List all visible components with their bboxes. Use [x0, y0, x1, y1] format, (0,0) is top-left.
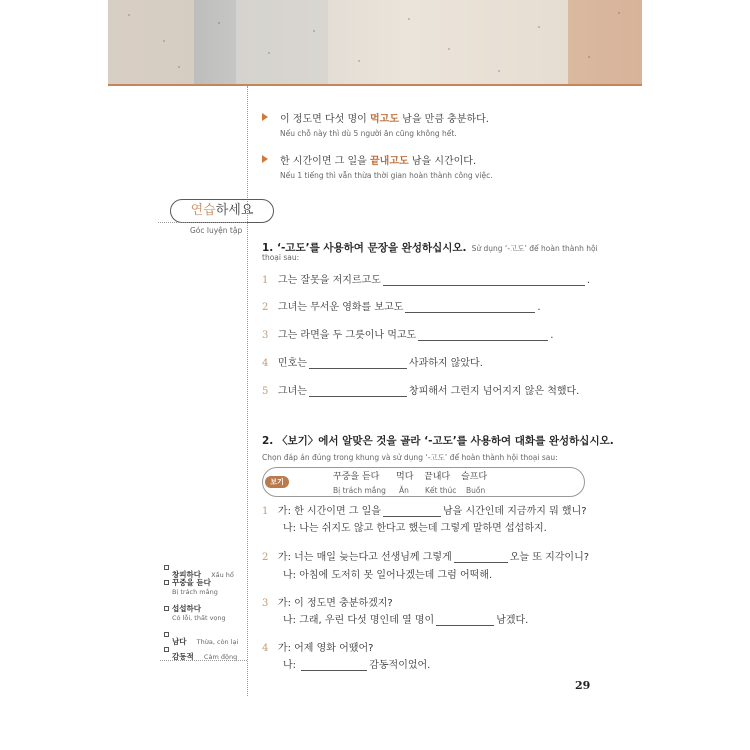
answer-blank [454, 553, 508, 563]
bogi-translation-2: Ăn [399, 486, 409, 495]
question-1-instruction-cont: thoại sau: [262, 253, 300, 262]
checkbox-icon [164, 632, 169, 637]
question-2-instruction: Chọn đáp án đúng trong khung và sử dụng ‘-고도’ để hoàn thành hội thoại sau: [262, 453, 558, 462]
example-sentence-2: 한 시간이면 그 일을 끝내고도 남을 시간이다. [280, 156, 477, 167]
vocab-divider [160, 660, 247, 661]
q2-item-2-b: 나: 아침에 도저히 못 일어나겠는데 그럼 어떡해. [283, 570, 493, 581]
answer-blank [301, 661, 367, 671]
answer-blank [383, 507, 441, 517]
bogi-word-2: 먹다 [396, 472, 414, 482]
bogi-word-1: 꾸중을 듣다 [333, 472, 380, 482]
vocab-item-1: 창피하다 Xấu hổ [172, 570, 234, 579]
answer-blank [436, 616, 494, 626]
q2-item-3-a: 3 가: 이 정도면 충분하겠지? [262, 598, 393, 609]
answer-blank [383, 276, 585, 286]
page-number: 29 [575, 679, 591, 692]
q2-item-4-b: 나: 감동적이었어. [283, 660, 431, 671]
vocab-item-3-word: 섭섭하다 [172, 604, 201, 613]
q2-item-4-a: 4 가: 어제 영화 어땠어? [262, 643, 374, 654]
checkbox-icon [164, 647, 169, 652]
bogi-translation-4: Buồn [466, 486, 486, 495]
bogi-word-3: 끝내다 [424, 472, 451, 482]
answer-blank [309, 387, 407, 397]
question-1-title: 1. ‘-고도’를 사용하여 문장을 완성하십시오. Sử dụng ‘-고도’ để hoàn thành hội [262, 242, 598, 254]
practice-badge: 연습하세요 [170, 199, 274, 223]
bogi-translation-1: Bị trách mắng [333, 486, 386, 495]
q2-item-2-a: 2 가: 너는 매일 늦는다고 선생님께 그렇게 오늘 또 지각이니? [262, 552, 590, 563]
q2-item-3-b: 나: 그래, 우린 다섯 명인데 열 명이 남겠다. [283, 615, 529, 626]
practice-subtitle: Góc luyện tập [190, 226, 243, 235]
arrow-right-icon [262, 113, 268, 121]
q1-item-3: 3 그는 라면을 두 그릇이나 먹고도 . [262, 330, 554, 341]
bogi-word-4: 슬프다 [461, 472, 488, 482]
q1-item-2: 2 그녀는 무서운 영화를 보고도 . [262, 302, 541, 313]
checkbox-icon [164, 565, 169, 570]
badge-underline [158, 222, 247, 223]
header-banner [108, 0, 642, 86]
answer-blank [418, 331, 548, 341]
checkbox-icon [164, 580, 169, 585]
example-translation-2: Nếu 1 tiếng thì vẫn thừa thời gian hoàn thành công việc. [280, 171, 493, 180]
q2-item-1-a: 1 가: 한 시간이면 그 일을 남을 시간인데 지금까지 뭐 했니? [262, 506, 587, 517]
arrow-right-icon [262, 155, 268, 163]
vocab-item-3-meaning: Có lỗi, thất vọng [172, 614, 226, 622]
q2-item-1-b: 나: 나는 쉬지도 않고 한다고 했는데 그렇게 말하면 섭섭하지. [283, 523, 547, 534]
vocab-item-4: 남다 Thừa, còn lại [172, 637, 239, 646]
q1-item-5: 5 그녀는 창피해서 그런지 넘어지지 않은 척했다. [262, 386, 580, 397]
column-divider [247, 86, 248, 696]
bogi-translation-3: Kết thúc [425, 486, 457, 495]
answer-blank [309, 359, 407, 369]
vocab-item-5: 감동적 Cảm động [172, 652, 238, 661]
vocab-item-2-meaning: Bị trách mắng [172, 588, 218, 596]
question-2-title: 2. 〈보기〉에서 알맞은 것을 골라 ‘-고도’를 사용하여 대화를 완성하십시오. [262, 435, 614, 447]
example-sentence-1: 이 정도면 다섯 명이 먹고도 남을 만큼 충분하다. [280, 114, 489, 125]
q1-item-1: 1 그는 잘못을 저지르고도 . [262, 275, 591, 286]
example-box-label: 보기 [265, 476, 289, 488]
answer-blank [405, 303, 535, 313]
q1-item-4: 4 민호는 사과하지 않았다. [262, 358, 483, 369]
example-translation-1: Nếu chỗ này thì dù 5 người ăn cũng không hết. [280, 129, 457, 138]
vocab-item-2-word: 꾸중을 듣다 [172, 578, 211, 587]
checkbox-icon [164, 606, 169, 611]
